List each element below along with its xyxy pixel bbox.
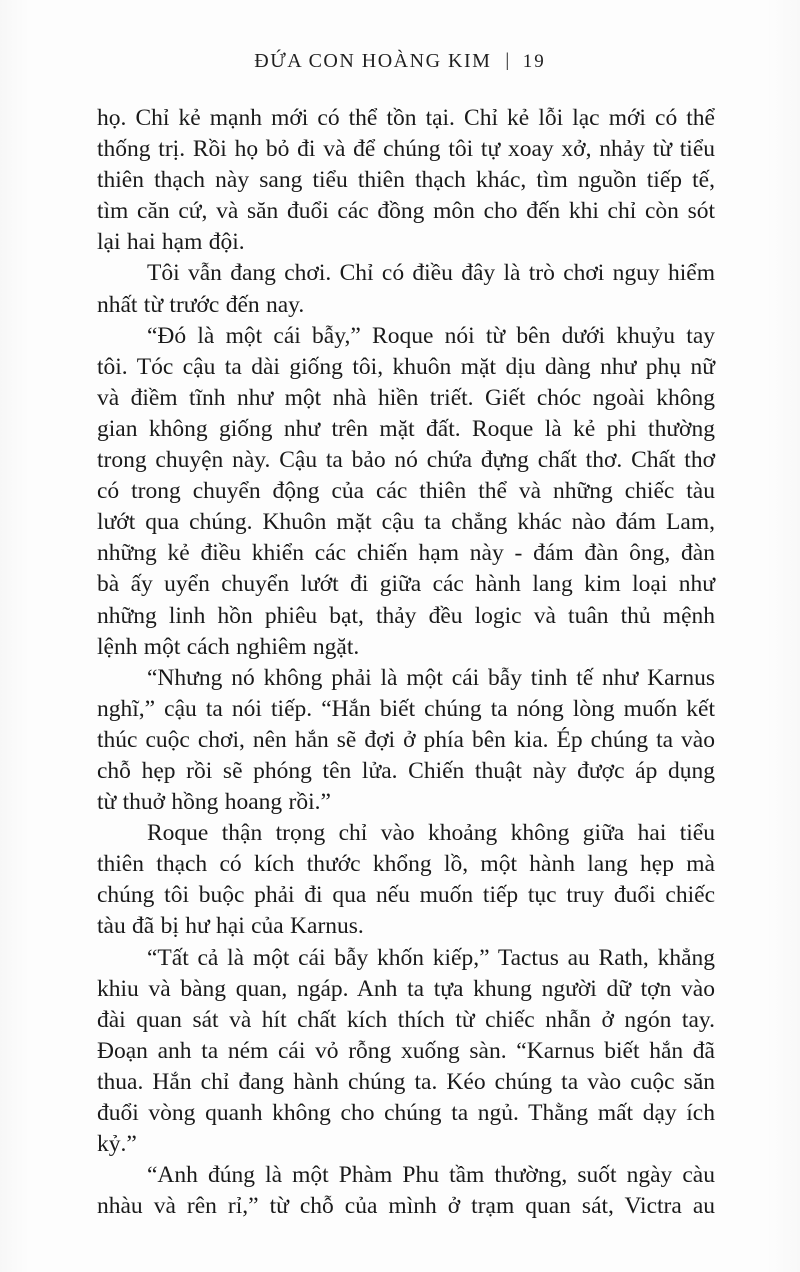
header-page-number: 19	[522, 51, 546, 72]
text-line: thúc cuộc chơi, nên hắn sẽ đợi ở phía bên kia. Ép chúng ta vào	[97, 726, 715, 753]
text-line: khiu và bàng quan, ngáp. Anh ta tựa khung người dữ tợn vào	[97, 975, 715, 1002]
text-line: nhàu và rên rỉ,” từ chỗ của mình ở trạm quan sát, Victra au	[97, 1193, 715, 1220]
text-line: đuổi vòng quanh không cho chúng ta ngủ. Thằng mất dạy ích	[97, 1100, 715, 1126]
text-line: lướt qua chúng. Khuôn mặt cậu ta chẳng khác nào đám Lam,	[97, 509, 715, 536]
text-line: “Anh đúng là một Phàm Phu tầm thường, suốt ngày càu	[147, 1162, 715, 1189]
text-line: lại hai hạm đội.	[97, 229, 245, 256]
text-line: lệnh một cách nghiêm ngặt.	[97, 633, 360, 660]
page-body	[97, 103, 715, 1222]
text-line: và điềm tĩnh như một nhà hiền triết. Giết chóc ngoài không	[97, 384, 715, 411]
text-line: nhất từ trước đến nay.	[97, 291, 305, 318]
text-line: những linh hồn phiêu bạt, thảy đều logic và tuân thủ mệnh	[97, 602, 715, 629]
running-header	[0, 50, 800, 73]
text-line: họ. Chỉ kẻ mạnh mới có thể tồn tại. Chỉ kẻ lỗi lạc mới có thể	[97, 105, 715, 131]
header-title: ĐỨA CON HOÀNG KIM	[254, 50, 492, 72]
text-line: chỗ hẹp rồi sẽ phóng tên lửa. Chiến thuật này được áp dụng	[97, 757, 715, 784]
text-line: những kẻ điều khiển các chiến hạm này - đám đàn ông, đàn	[97, 540, 715, 567]
text-line: “Nhưng nó không phải là một cái bẫy tinh tế như Karnus	[147, 664, 715, 691]
text-line: thua. Hắn chỉ đang hành chúng ta. Kéo chúng ta vào cuộc săn	[97, 1068, 715, 1095]
text-line: có trong chuyển động của các thiên thể và những chiếc tàu	[97, 478, 715, 505]
text-line: bà ấy uyển chuyển lướt đi giữa các hành lang kim loại như	[97, 571, 715, 598]
text-line: thiên thạch có kích thước khổng lồ, một hành lang hẹp mà	[97, 851, 715, 878]
text-line: gian không giống như trên mặt đất. Roque là kẻ phi thường	[97, 415, 715, 442]
text-line: Roque thận trọng chỉ vào khoảng không giữa hai tiểu	[147, 820, 715, 847]
text-line: Tôi vẫn đang chơi. Chỉ có điều đây là trò chơi nguy hiểm	[147, 260, 715, 287]
text-line: Đoạn anh ta ném cái vỏ rỗng xuống sàn. “Karnus biết hắn đã	[97, 1037, 715, 1064]
text-line: từ thuở hồng hoang rồi.”	[97, 789, 331, 816]
text-line: đài quan sát và hít chất kích thích từ chiếc nhẫn ở ngón tay.	[97, 1006, 715, 1033]
text-line: trong chuyện này. Cậu ta bảo nó chứa đựng chất thơ. Chất thơ	[97, 447, 715, 474]
header-separator: |	[505, 50, 511, 71]
text-line: thiên thạch này sang tiểu thiên thạch khác, tìm nguồn tiếp tế,	[97, 167, 715, 194]
text-line: kỷ.”	[97, 1131, 137, 1158]
text-line: thống trị. Rồi họ bỏ đi và để chúng tôi tự xoay xở, nhảy từ tiểu	[97, 136, 715, 163]
text-line: nghĩ,” cậu ta nói tiếp. “Hắn biết chúng ta nóng lòng muốn kết	[97, 695, 715, 722]
text-line: “Đó là một cái bẫy,” Roque nói từ bên dưới khuỷu tay	[147, 322, 715, 349]
text-line: tôi. Tóc cậu ta dài giống tôi, khuôn mặt dịu dàng như phụ nữ	[97, 353, 715, 380]
text-line: chúng tôi buộc phải đi qua nếu muốn tiếp tục truy đuổi chiếc	[97, 882, 715, 909]
text-line: tàu đã bị hư hại của Karnus.	[97, 913, 364, 940]
text-line: tìm căn cứ, và săn đuổi các đồng môn cho đến khi chỉ còn sót	[97, 198, 715, 225]
text-line: “Tất cả là một cái bẫy khốn kiếp,” Tactus au Rath, khẳng	[147, 944, 715, 971]
